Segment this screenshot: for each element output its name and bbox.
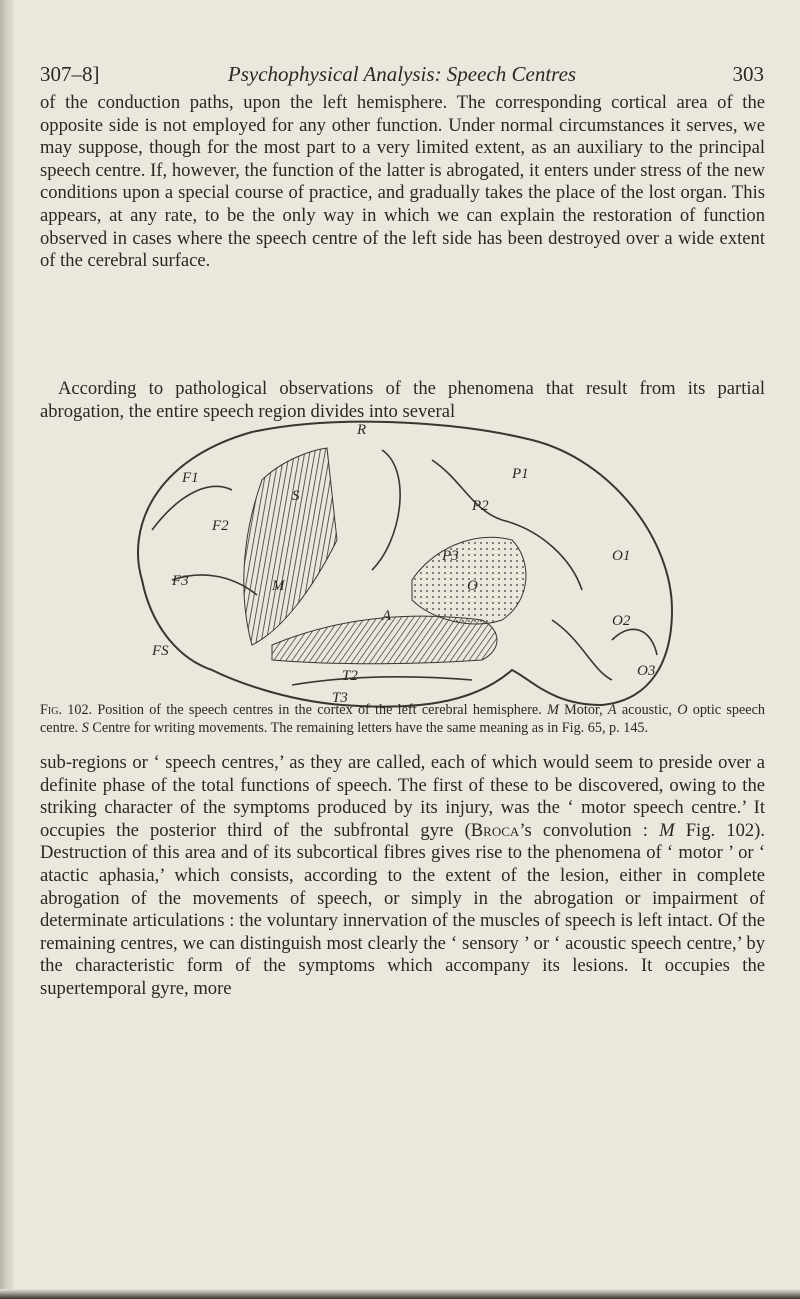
page-binding-edge [0,0,14,1299]
caption-text: Centre for writing movements. The remaining letters have the same meaning as in Fig. 65, p. 145. [88,719,649,736]
brain-figure [112,420,692,710]
running-title: Psychophysical Analysis: Speech Centres [227,62,577,86]
figure-caption [40,702,765,737]
label-O3: O3 [637,663,656,679]
caption-text: Motor, [558,702,608,718]
label-T2: T2 [342,668,358,684]
label-A: A [382,608,392,624]
label-O: O [467,578,478,594]
paragraph-text-part: ’s convolution : [519,819,660,841]
label-R: R [357,422,367,438]
body-paragraph-2 [40,378,765,423]
page-number: 303 [732,62,764,86]
brain-diagram [112,420,692,710]
label-M: M [272,578,285,594]
paragraph-text: of the conduction paths, upon the left hemisphere. The corresponding cortical area of the opposite side is not employed for any other function. Under normal circumstances it serves, we may suppose, though for the most part to a very limited extent, as an auxiliary to the principal speech centre. If, however, the function of the latter is abrogated, it enters under stress of the new conditions upon a special course of practice, and gradually takes the place of the lost organ. This appears, at any rate, to be the only way in which we can explain the restoration of function observed in cases where the speech centre of the left side has been destroyed over a wide extent of the cerebral surface. [40,92,765,272]
body-paragraph-3 [40,752,765,1001]
caption-letter-m: M [547,702,559,718]
label-F3: F3 [172,573,189,589]
label-F1: F1 [182,470,199,486]
label-P3: P3 [442,548,459,564]
body-paragraph-1 [40,92,765,273]
label-O2: O2 [612,613,631,629]
label-P2: P2 [472,498,489,514]
label-O1: O1 [612,548,631,564]
paragraph-text-part: Fig. 102). Destruction of this area and of its subcortical fibres gives rise to the phenomena of ‘ motor ’ or ‘ atactic aphasia,’ which consists, according to the extent of the lesion, either in complete abrogation of the movements of speech, or simply in the abrogation or impairment of determinate articulations : the voluntary innervation of the muscles of speech is left intact. Of the remaining centres, we can distinguish most clearly the ‘ sensory ’ or ‘ acoustic speech centre,’ by the characteristic form of the symptoms which accompany its lesions. It occupies the supertemporal gyre, more [40,819,766,999]
caption-letter-o: O [677,702,688,718]
caption-text: Position of the speech centres in the cortex of the left cerebral hemisphere. [92,702,548,718]
label-F2: F2 [212,518,229,534]
caption-letter-a: A [607,702,617,718]
page-bottom-edge [0,1289,800,1299]
label-S: S [292,488,300,504]
letter-m: M [659,819,675,841]
caption-text: optic speech centre. [40,702,765,736]
label-P1: P1 [512,466,529,482]
paragraph-text-part: sub-regions or ‘ speech centres,’ as they are called, each of which would seem to preside over a definite phase of the total functions of speech. The first of these to be discovered, owing to the striking character of the symptoms produced by its injury, was the ‘ motor speech centre.’ It occupies the posterior third of the subfrontal gyre ( [40,752,765,841]
label-T3: T3 [332,690,348,706]
paragraph-text: According to pathological observations of the phenomena that result from its partial abrogation, the entire speech region divides into several [40,378,765,422]
motor-region-hatch [244,448,337,645]
caption-letter-s: S [81,719,89,736]
caption-figure-number: Fig. 102. [40,702,93,718]
paragraph-text [40,752,765,1001]
label-FS: FS [152,643,169,659]
broca-name: Broca [470,819,520,841]
section-reference: 307–8] [40,62,100,86]
caption-text: acoustic, [616,702,678,718]
running-header [40,62,764,94]
